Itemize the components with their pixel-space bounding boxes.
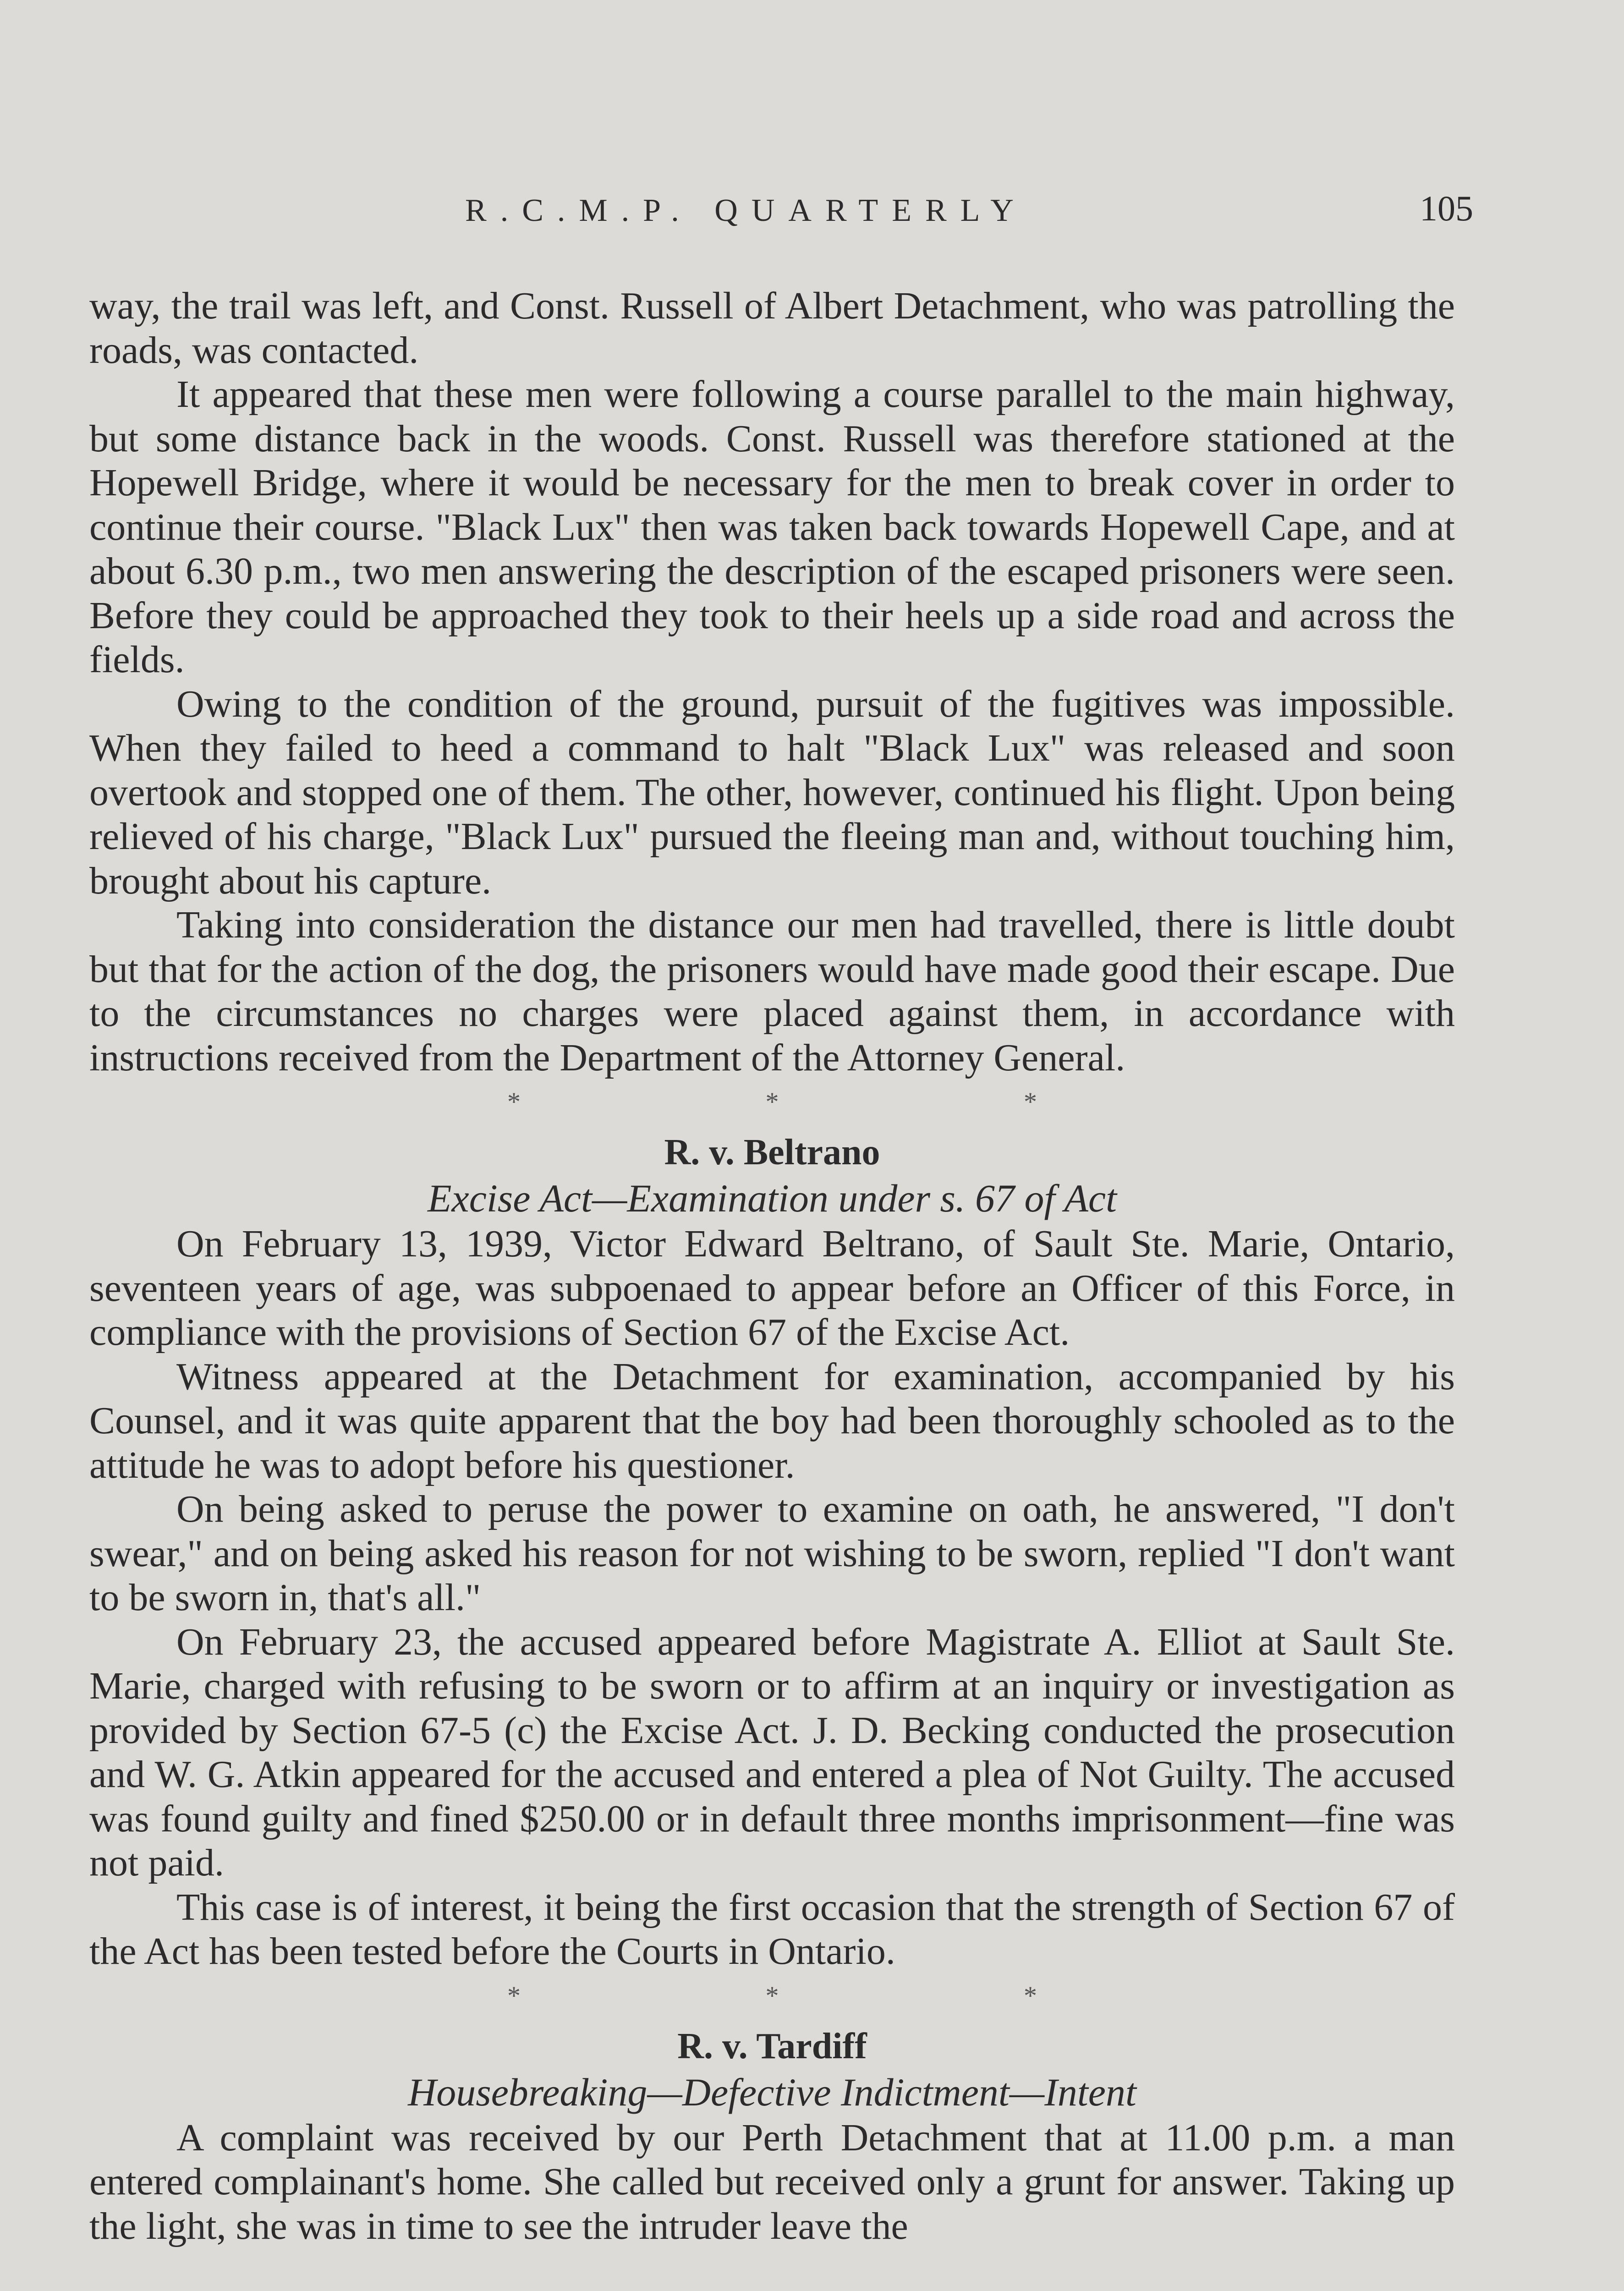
article-body	[89, 284, 1455, 2248]
section-separator: * * *	[507, 1087, 1156, 1117]
paragraph: This case is of interest, it being the first occasion that the strength of Section 67 of the Act has been tested before the Courts in Ontario.	[89, 1885, 1455, 1973]
case-subheading-beltrano: Excise Act—Examination under s. 67 of Act	[428, 1176, 1117, 1220]
paragraph: Owing to the condition of the ground, pursuit of the fugitives was impossible. When they failed to heed a command to halt "Black Lux" was released and soon overtook and stopped one of them. The other, however, continued his flight. Upon being relieved of his charge, "Black Lux" pursued the fleeing man and, without touching him, brought about his capture.	[89, 682, 1455, 902]
section-separator: * * *	[507, 1980, 1156, 2011]
paragraph: A complaint was received by our Perth Detachment that at 11.00 p.m. a man entered complainant's home. She called but received only a grunt for answer. Taking up the light, she was in time to see the intruder leave the	[89, 2116, 1455, 2247]
page-number: 105	[1420, 188, 1473, 228]
paragraph: On being asked to peruse the power to examine on oath, he answered, "I don't swear," and on being asked his reason for not wishing to be sworn, replied "I don't want to be sworn in, that's all."	[89, 1488, 1455, 1619]
paragraph: way, the trail was left, and Const. Russell of Albert Detachment, who was patrolling the roads, was contacted.	[89, 285, 1455, 372]
case-heading-beltrano: R. v. Beltrano	[664, 1132, 880, 1173]
running-header	[89, 188, 1473, 234]
paragraph: On February 23, the accused appeared before Magistrate A. Elliot at Sault Ste. Marie, charged with refusing to be sworn or to affirm at an inquiry or investigation as provided by Section 67-5 (c) the Excise Act. J. D. Becking conducted the prosecution and W. G. Atkin appeared for the accused and entered a plea of Not Guilty. The accused was found guilty and fined $250.00 or in default three months imprisonment—fine was not paid.	[89, 1620, 1455, 1884]
paragraph: Taking into consideration the distance our men had travelled, there is little doubt but that for the action of the dog, the prisoners would have made good their escape. Due to the circumstances no charges were placed against them, in accordance with instructions received from the Department of the Attorney General.	[89, 904, 1455, 1079]
paragraph: Witness appeared at the Detachment for examination, accompanied by his Counsel, and it was quite apparent that the boy had been thoroughly schooled as to the attitude he was to adopt before his questioner.	[89, 1355, 1455, 1486]
paragraph: It appeared that these men were following a course parallel to the main highway, but some distance back in the woods. Const. Russell was therefore stationed at the Hopewell Bridge, where it would be necessary for the men to break cover in order to continue their course. "Black Lux" then was taken back towards Hopewell Cape, and at about 6.30 p.m., two men answering the description of the escaped prisoners were seen. Before they could be approached they took to their heels up a side road and across the fields.	[89, 373, 1455, 681]
case-subheading-tardiff: Housebreaking—Defective Indictment—Intent	[408, 2070, 1136, 2114]
paragraph: On February 13, 1939, Victor Edward Beltrano, of Sault Ste. Marie, Ontario, seventeen years of age, was subpoenaed to appear before an Officer of this Force, in compliance with the provisions of Section 67 of the Excise Act.	[89, 1222, 1455, 1354]
case-heading-tardiff: R. v. Tardiff	[677, 2026, 867, 2066]
journal-title: R.C.M.P. QUARTERLY	[465, 193, 1027, 228]
